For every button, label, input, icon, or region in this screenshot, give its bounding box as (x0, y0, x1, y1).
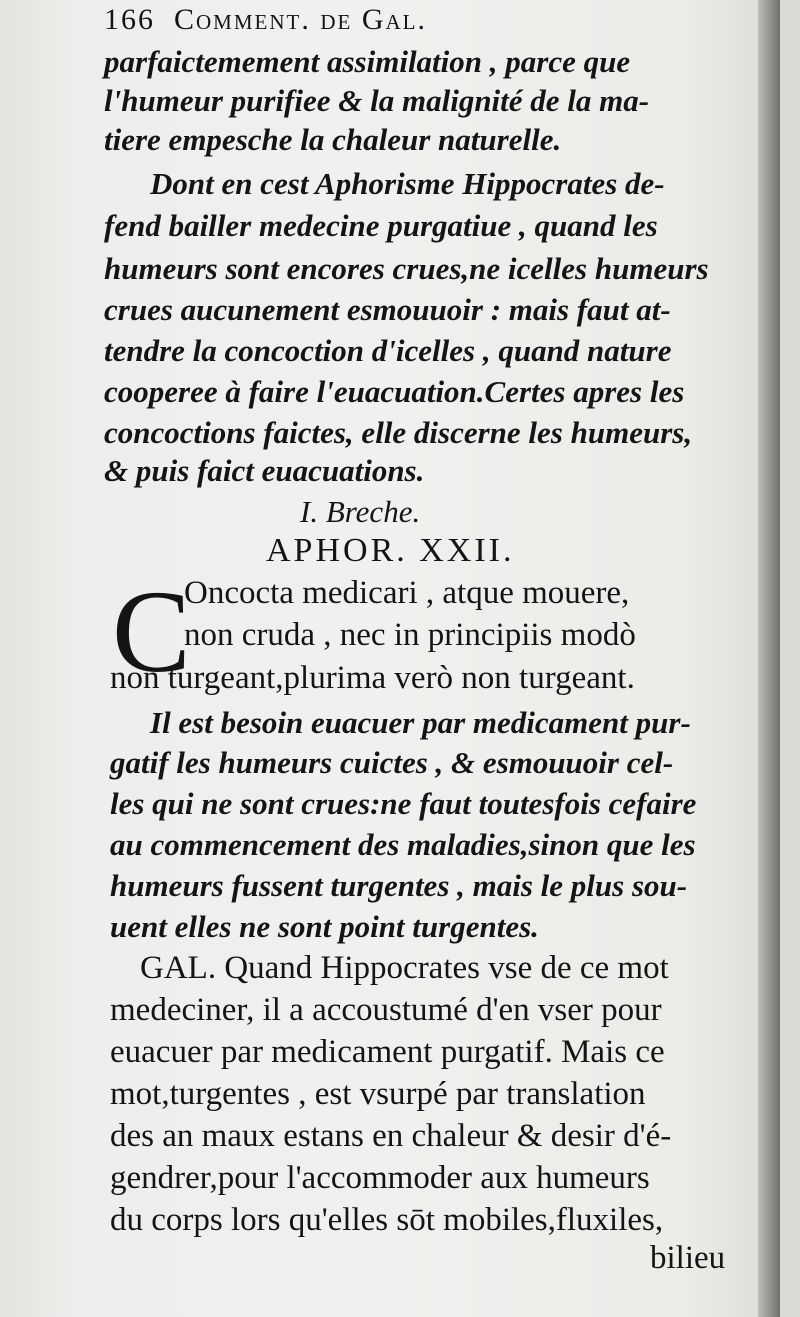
gal-line: gendrer,pour l'accommoder aux humeurs (110, 1160, 650, 1196)
commentary-line: tiere empesche la chaleur naturelle. (104, 122, 562, 157)
commentary-line: tendre la concoction d'icelles , quand nature (104, 333, 672, 368)
drop-cap: C (112, 566, 191, 697)
translation-line: Il est besoin euacuer par medicament pur- (150, 705, 691, 740)
book-spine-shadow (758, 0, 780, 1317)
commentary-line: & puis faict euacuations. (104, 453, 425, 488)
translation-line: gatif les humeurs cuictes , & esmouuoir cel- (110, 745, 674, 780)
gal-line: mot,turgentes , est vsurpé par translation (110, 1076, 646, 1112)
translation-line: uent elles ne sont point turgentes. (110, 909, 539, 944)
commentary-line: concoctions faictes, elle discerne les humeurs, (104, 415, 693, 450)
gal-line: medeciner, il a accoustumé d'en vser pour (110, 992, 662, 1028)
latin-line: non turgeant,plurima verò non turgeant. (110, 660, 635, 696)
latin-line: non cruda , nec in principiis modò (184, 617, 636, 653)
commentary-line: parfaictemement assimilation , parce que (104, 44, 631, 79)
catchword: bilieu (650, 1240, 726, 1276)
gal-line: euacuer par medicament purgatif. Mais ce (110, 1034, 665, 1070)
running-title: Comment. de Gal. (174, 3, 427, 36)
commentary-line: humeurs sont encores crues,ne icelles humeurs (104, 251, 709, 286)
translation-line: au commencement des maladies,sinon que les (110, 827, 696, 862)
commentary-line: fend bailler medecine purgatiue , quand les (104, 208, 658, 243)
page-number: 166 (104, 3, 155, 36)
commentary-line: l'humeur purifiee & la malignité de la ma- (104, 83, 650, 118)
commentary-line: crues aucunement esmouuoir : mais faut at- (104, 292, 671, 327)
gal-line: du corps lors qu'elles sōt mobiles,fluxiles, (110, 1202, 664, 1238)
commentary-line: Dont en cest Aphorisme Hippocrates de- (150, 166, 665, 201)
page-header (104, 2, 427, 38)
gal-line: des an maux estans en chaleur & desir d'é- (110, 1118, 672, 1154)
translation-line: les qui ne sont crues:ne faut toutesfois cefaire (110, 786, 697, 821)
section-title: APHOR. XXII. (266, 532, 515, 569)
latin-line: Oncocta medicari , atque mouere, (184, 575, 630, 611)
reference-note: I. Breche. (300, 494, 421, 529)
translation-line: humeurs fussent turgentes , mais le plus sou- (110, 868, 688, 903)
commentary-line: cooperee à faire l'euacuation.Certes apres les (104, 374, 685, 409)
gal-line: GAL. Quand Hippocrates vse de ce mot (140, 950, 669, 986)
